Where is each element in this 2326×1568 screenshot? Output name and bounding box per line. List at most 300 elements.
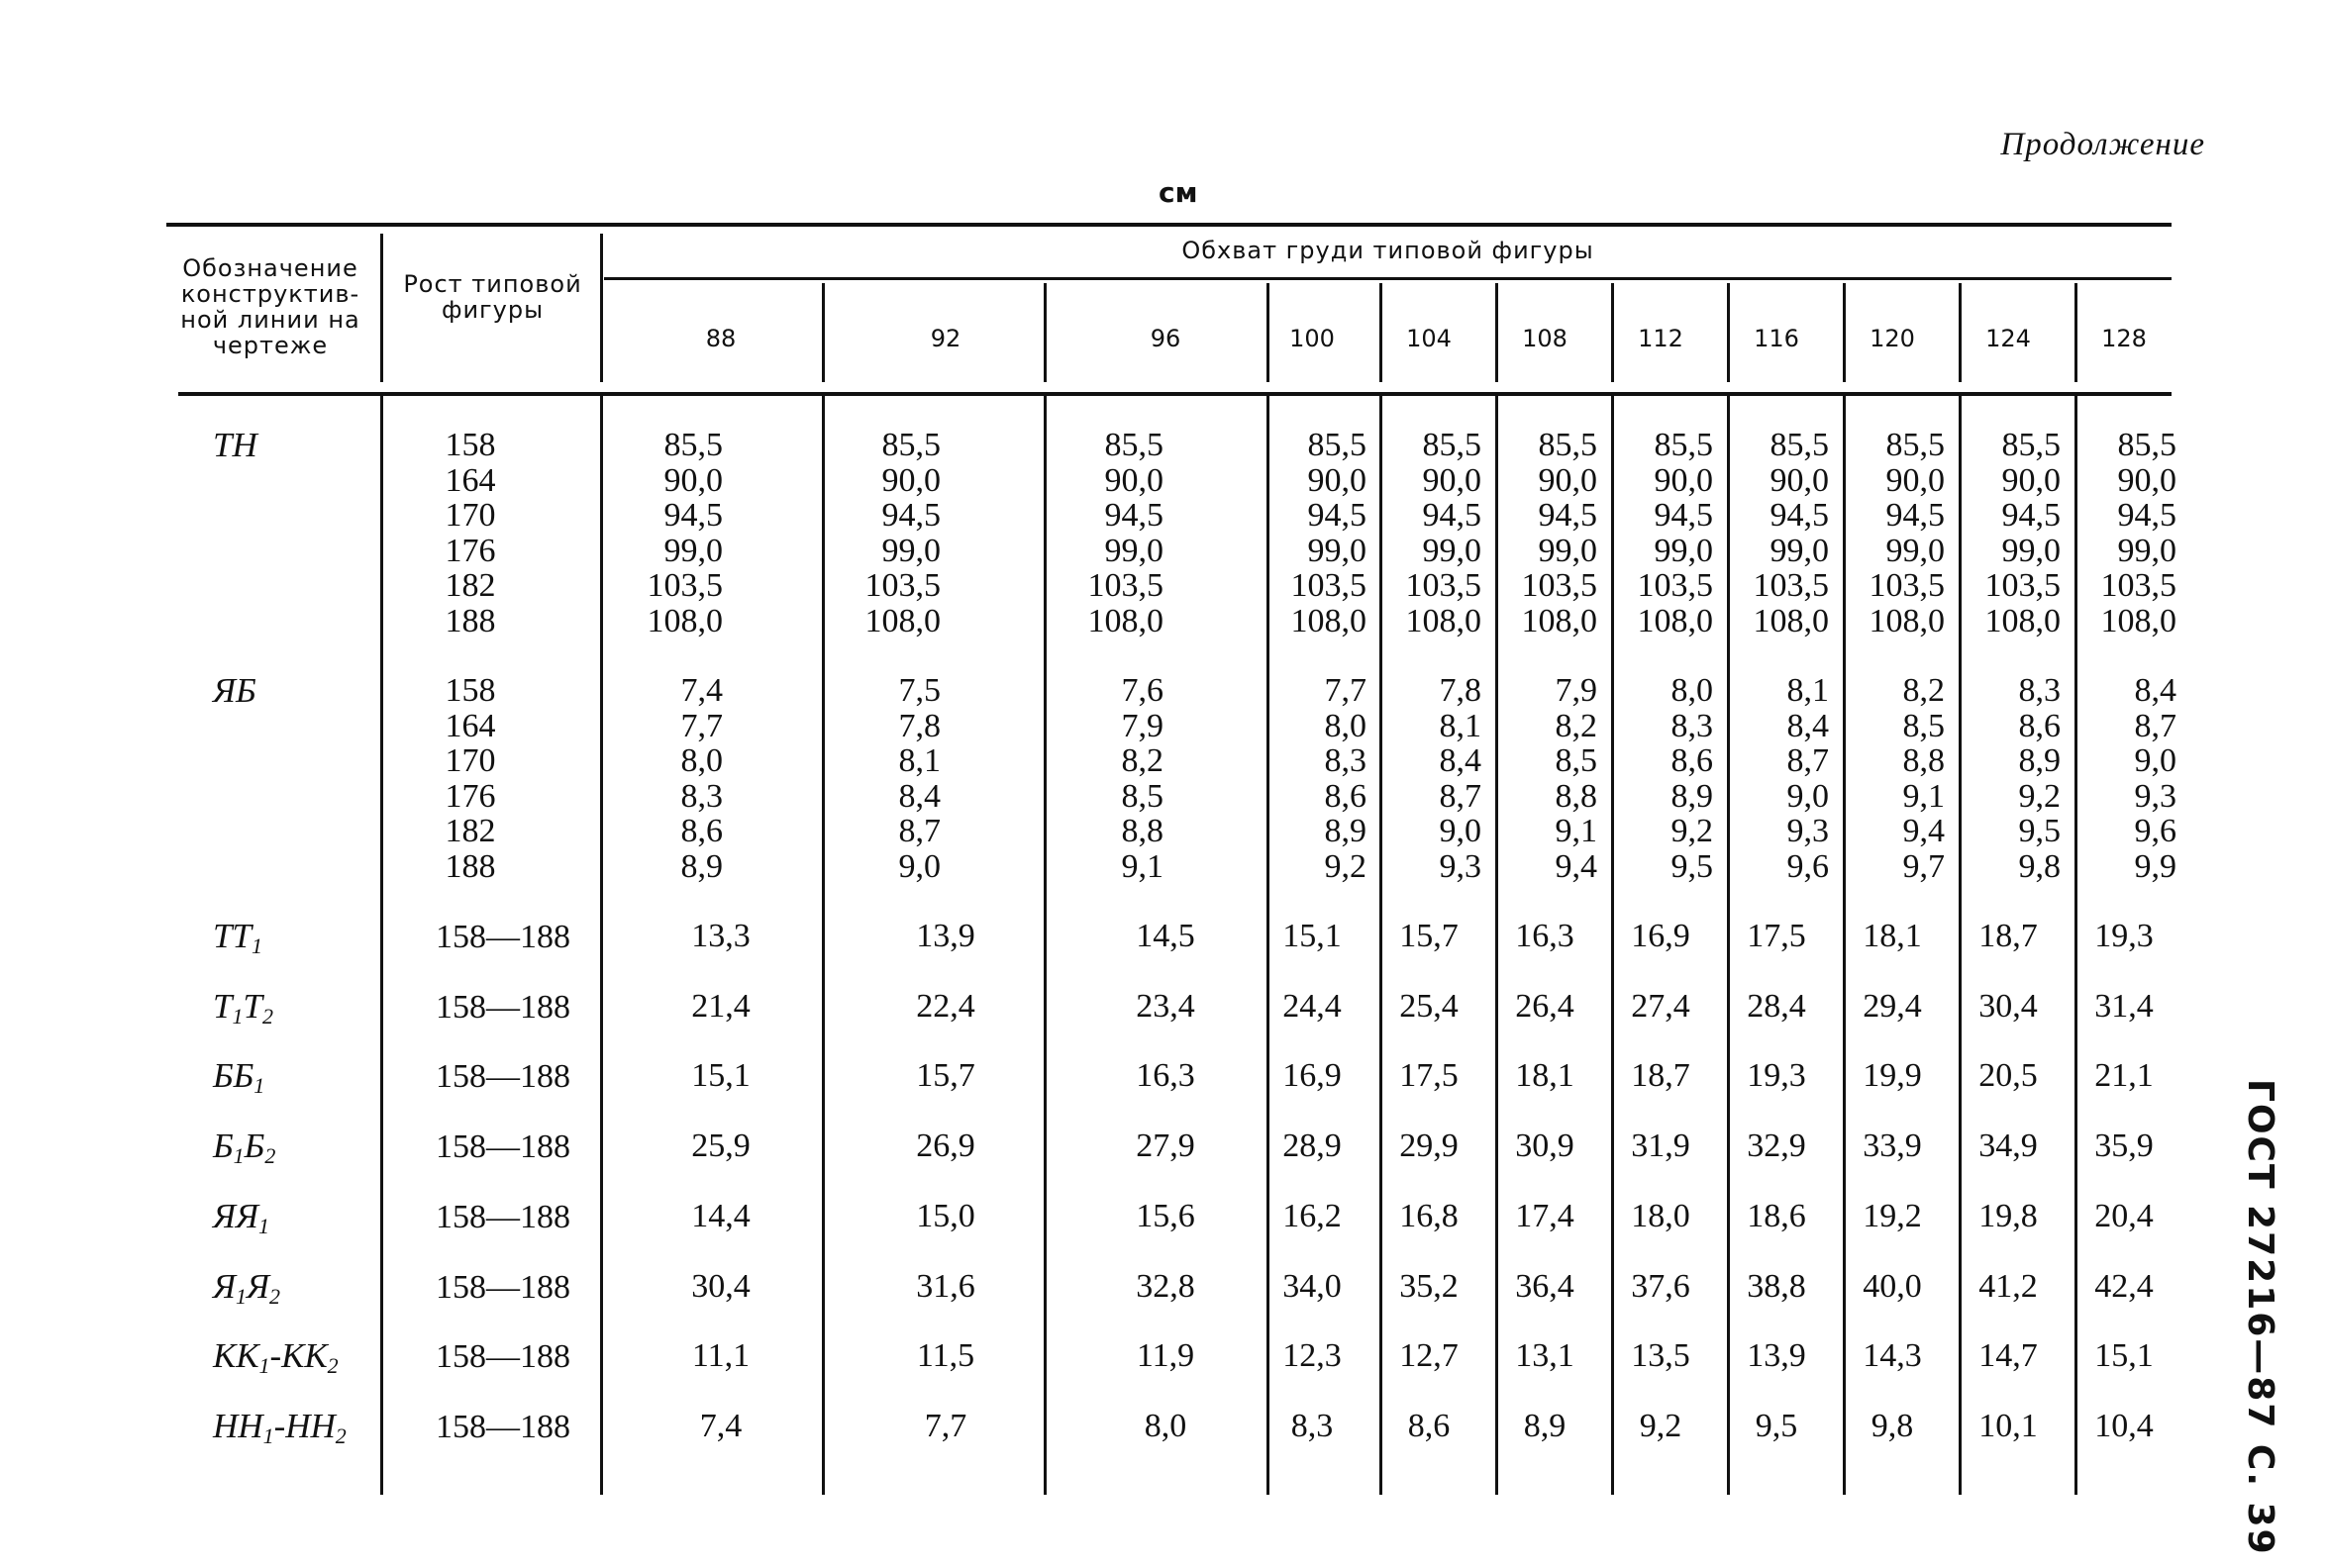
yab-height: 182 — [445, 813, 496, 849]
designation-sub: 1 — [251, 933, 262, 958]
header-bottom-rule — [178, 392, 2172, 396]
row-value: 35,2 — [1399, 1267, 1459, 1305]
row-value: 13,1 — [1515, 1337, 1574, 1375]
row-value: 13,9 — [1747, 1337, 1806, 1375]
row-value: 12,3 — [1282, 1337, 1342, 1375]
row-value: 14,7 — [1978, 1337, 2038, 1375]
height-range: 158—188 — [436, 1198, 570, 1235]
designation-main: КК — [213, 1336, 259, 1376]
yab-value: 9,1 — [1555, 813, 1597, 849]
row-value: 15,7 — [1399, 918, 1459, 954]
row-value: 18,7 — [1631, 1057, 1690, 1095]
th-value: 90,0 — [1307, 461, 1366, 499]
th-value: 85,5 — [1885, 427, 1945, 463]
th-value: 94,5 — [1654, 497, 1713, 534]
chest-value-header: 88 — [705, 325, 737, 352]
yab-value: 9,4 — [1555, 847, 1597, 885]
designation-sub-2: 2 — [327, 1353, 339, 1379]
yab-value: 8,7 — [1786, 742, 1829, 779]
yab-value: 9,3 — [2134, 777, 2176, 815]
row-value: 35,9 — [2094, 1127, 2154, 1165]
table-top-rule — [166, 223, 2172, 227]
row-value: 15,1 — [2094, 1337, 2154, 1375]
th-value: 85,5 — [1422, 427, 1481, 463]
designation-sub-2: 2 — [261, 1003, 273, 1029]
yab-value: 9,0 — [2134, 742, 2176, 779]
chest-value-header: 120 — [1870, 325, 1915, 352]
yab-value: 8,0 — [1324, 707, 1366, 744]
row-value: 27,9 — [1136, 1127, 1195, 1165]
th-value: 85,5 — [2117, 427, 2176, 463]
yab-value: 9,7 — [1902, 847, 1945, 885]
yab-value: 7,9 — [1121, 707, 1163, 744]
yab-value: 8,7 — [2134, 707, 2176, 744]
th-value: 103,5 — [1637, 567, 1713, 604]
yab-height: 176 — [445, 777, 496, 815]
chest-value-header: 112 — [1638, 325, 1683, 352]
yab-value: 9,9 — [2134, 847, 2176, 885]
yab-value: 8,4 — [1439, 742, 1481, 779]
yab-value: 7,4 — [680, 672, 723, 709]
row-value: 34,0 — [1282, 1267, 1342, 1305]
yab-value: 7,8 — [1439, 672, 1481, 709]
th-value: 108,0 — [1521, 602, 1597, 639]
designation-sub: 1 — [262, 1422, 274, 1448]
designation-main: ТТ — [213, 917, 252, 955]
th-value: 85,5 — [1538, 427, 1597, 463]
continuation-label: Продолжение — [2000, 127, 2205, 162]
yab-value: 8,9 — [680, 847, 723, 885]
yab-value: 8,3 — [680, 777, 723, 815]
th-value: 103,5 — [1405, 567, 1481, 604]
th-value: 99,0 — [881, 532, 941, 569]
th-value: 94,5 — [1538, 497, 1597, 534]
row-value: 25,4 — [1399, 987, 1459, 1025]
row-value: 8,6 — [1407, 1407, 1451, 1444]
row-value: 31,6 — [916, 1267, 975, 1305]
row-value: 11,1 — [691, 1337, 751, 1375]
yab-value: 8,0 — [1670, 672, 1713, 709]
row-value: 41,2 — [1978, 1267, 2038, 1305]
yab-label: ЯБ — [213, 671, 256, 710]
row-value: 14,5 — [1136, 918, 1195, 954]
designation-sub: 1 — [232, 1003, 244, 1029]
yab-value: 7,5 — [898, 672, 941, 709]
row-value: 16,2 — [1282, 1197, 1342, 1234]
designation-main: НН — [213, 1406, 263, 1445]
line-designation — [213, 1407, 347, 1449]
unit-label: см — [1159, 176, 1198, 209]
row-value: 18,6 — [1747, 1197, 1806, 1234]
th-value: 108,0 — [1753, 602, 1829, 639]
chest-header: Обхват груди типовой фигуры — [1181, 237, 1594, 264]
th-value: 85,5 — [663, 427, 723, 463]
row-value: 8,9 — [1523, 1407, 1567, 1444]
th-value: 90,0 — [1422, 461, 1481, 499]
yab-value: 9,2 — [1670, 813, 1713, 849]
th-value: 99,0 — [1538, 532, 1597, 569]
height-range: 158—188 — [436, 1128, 570, 1166]
yab-value: 8,1 — [1439, 707, 1481, 744]
th-value: 108,0 — [1087, 602, 1163, 639]
row-value: 11,5 — [916, 1337, 975, 1375]
row-value: 32,9 — [1747, 1127, 1806, 1165]
th-value: 103,5 — [647, 567, 723, 604]
row-value: 9,8 — [1871, 1407, 1914, 1444]
th-value: 94,5 — [663, 497, 723, 534]
yab-value: 9,6 — [1786, 847, 1829, 885]
designation-main: Я — [213, 1266, 237, 1306]
yab-value: 7,6 — [1121, 672, 1163, 709]
yab-value: 7,7 — [1324, 672, 1366, 709]
th-value: 108,0 — [1984, 602, 2061, 639]
row-value: 30,4 — [691, 1267, 751, 1305]
th-value: 103,5 — [1753, 567, 1829, 604]
th-height: 158 — [445, 427, 496, 463]
row-value: 13,9 — [916, 918, 975, 954]
th-value: 108,0 — [647, 602, 723, 639]
row-value: 15,0 — [916, 1197, 975, 1234]
row-value: 15,1 — [691, 1057, 751, 1095]
row-value: 38,8 — [1747, 1267, 1806, 1305]
yab-value: 8,1 — [898, 742, 941, 779]
line-designation — [213, 1336, 339, 1379]
column-rule — [380, 234, 383, 382]
chest-value-header: 96 — [1150, 325, 1181, 352]
th-value: 85,5 — [2001, 427, 2061, 463]
row-value: 40,0 — [1863, 1267, 1922, 1305]
th-height: 176 — [445, 532, 496, 569]
yab-value: 8,7 — [898, 813, 941, 849]
th-value: 103,5 — [1521, 567, 1597, 604]
yab-value: 8,0 — [680, 742, 723, 779]
row-value: 16,3 — [1136, 1057, 1195, 1095]
yab-height: 158 — [445, 672, 496, 709]
row-value: 7,7 — [924, 1407, 967, 1444]
height-range: 158—188 — [436, 1268, 570, 1306]
th-value: 94,5 — [1885, 497, 1945, 534]
row-value: 19,8 — [1978, 1197, 2038, 1234]
row-value: 12,7 — [1399, 1337, 1459, 1375]
designation-sub: 1 — [253, 1073, 265, 1099]
row-value: 31,9 — [1631, 1127, 1690, 1165]
yab-value: 8,6 — [1670, 742, 1713, 779]
column-rule — [600, 396, 603, 1495]
yab-height: 164 — [445, 707, 496, 744]
th-height: 164 — [445, 461, 496, 499]
row-value: 19,3 — [1747, 1057, 1806, 1095]
line-designation — [213, 1267, 280, 1310]
chest-value-header: 104 — [1406, 325, 1452, 352]
designation-main: ЯЯ — [213, 1196, 259, 1235]
chest-header-rule — [604, 277, 2172, 280]
th-value: 90,0 — [1885, 461, 1945, 499]
row-value: 19,9 — [1863, 1057, 1922, 1095]
designation-main-2: Т — [243, 986, 262, 1026]
row-value: 21,4 — [691, 987, 751, 1025]
th-value: 94,5 — [1770, 497, 1829, 534]
row-value: 13,3 — [691, 918, 751, 954]
designation-sub-2: 2 — [264, 1143, 276, 1169]
th-value: 99,0 — [1422, 532, 1481, 569]
designation-sub-2: 2 — [269, 1283, 281, 1309]
row-value: 14,4 — [691, 1197, 751, 1234]
row-value: 19,2 — [1863, 1197, 1922, 1234]
th-value: 99,0 — [663, 532, 723, 569]
yab-value: 9,2 — [2018, 777, 2061, 815]
chest-value-header: 124 — [1985, 325, 2031, 352]
column-rule — [822, 396, 825, 1495]
th-value: 90,0 — [663, 461, 723, 499]
row-value: 9,2 — [1639, 1407, 1682, 1444]
yab-value: 8,2 — [1555, 707, 1597, 744]
row-value: 23,4 — [1136, 987, 1195, 1025]
yab-value: 8,3 — [1670, 707, 1713, 744]
row-value: 15,7 — [916, 1057, 975, 1095]
th-value: 99,0 — [2117, 532, 2176, 569]
row-value: 26,9 — [916, 1127, 975, 1165]
th-value: 90,0 — [1538, 461, 1597, 499]
th-height: 182 — [445, 567, 496, 604]
row-value: 17,5 — [1399, 1057, 1459, 1095]
row-value: 15,6 — [1136, 1197, 1195, 1234]
row-value: 33,9 — [1863, 1127, 1922, 1165]
th-value: 99,0 — [1885, 532, 1945, 569]
th-value: 99,0 — [1307, 532, 1366, 569]
yab-value: 7,8 — [898, 707, 941, 744]
yab-value: 8,3 — [1324, 742, 1366, 779]
row-value: 8,3 — [1290, 1407, 1334, 1444]
yab-value: 8,9 — [1670, 777, 1713, 815]
row-value: 27,4 — [1631, 987, 1690, 1025]
height-range: 158—188 — [436, 988, 570, 1026]
th-value: 99,0 — [1104, 532, 1163, 569]
th-value: 103,5 — [1290, 567, 1366, 604]
designation-sub: 1 — [258, 1353, 270, 1379]
designation-sub: 1 — [236, 1283, 248, 1309]
yab-value: 8,4 — [2134, 672, 2176, 709]
yab-value: 9,1 — [1121, 847, 1163, 885]
column-rule — [600, 234, 603, 382]
th-value: 94,5 — [2117, 497, 2176, 534]
designation-main: Т — [213, 986, 233, 1026]
row-value: 24,4 — [1282, 987, 1342, 1025]
th-value: 90,0 — [1770, 461, 1829, 499]
row-value: 29,4 — [1863, 987, 1922, 1025]
th-value: 90,0 — [1654, 461, 1713, 499]
th-value: 94,5 — [1104, 497, 1163, 534]
row-value: 18,1 — [1515, 1057, 1574, 1095]
row-value: 22,4 — [916, 987, 975, 1025]
chest-value-header: 116 — [1754, 325, 1799, 352]
th-value: 108,0 — [1637, 602, 1713, 639]
th-value: 99,0 — [1770, 532, 1829, 569]
yab-value: 8,1 — [1786, 672, 1829, 709]
yab-value: 8,7 — [1439, 777, 1481, 815]
height-range: 158—188 — [436, 1408, 570, 1445]
th-value: 103,5 — [1984, 567, 2061, 604]
yab-value: 7,9 — [1555, 672, 1597, 709]
row-value: 26,4 — [1515, 987, 1574, 1025]
row-value: 18,1 — [1863, 918, 1922, 954]
height-range: 158—188 — [436, 919, 570, 955]
th-value: 85,5 — [1654, 427, 1713, 463]
yab-height: 188 — [445, 847, 496, 885]
column-rule — [822, 283, 825, 382]
designation-header: Обозначение конструктив-ной линии на чертеже — [180, 254, 360, 359]
row-value: 15,1 — [1282, 918, 1342, 954]
th-value: 90,0 — [2117, 461, 2176, 499]
row-value: 31,4 — [2094, 987, 2154, 1025]
document-side-reference: ГОСТ 27216—87 С. 39 — [2240, 1079, 2280, 1556]
yab-value: 9,6 — [2134, 813, 2176, 849]
row-value: 42,4 — [2094, 1267, 2154, 1305]
yab-value: 9,3 — [1786, 813, 1829, 849]
row-value: 16,9 — [1631, 918, 1690, 954]
th-height: 188 — [445, 602, 496, 639]
designation-main: ББ — [213, 1056, 254, 1096]
th-value: 103,5 — [1869, 567, 1945, 604]
yab-value: 8,9 — [1324, 813, 1366, 849]
yab-value: 9,0 — [1786, 777, 1829, 815]
th-value: 103,5 — [2100, 567, 2176, 604]
row-value: 21,1 — [2094, 1057, 2154, 1095]
yab-height: 170 — [445, 742, 496, 779]
row-value: 28,4 — [1747, 987, 1806, 1025]
line-designation — [213, 917, 262, 959]
yab-value: 8,5 — [1121, 777, 1163, 815]
designation-sub-2: 2 — [335, 1422, 347, 1448]
row-value: 16,3 — [1515, 918, 1574, 954]
designation-main: Б — [213, 1127, 234, 1166]
th-value: 94,5 — [1307, 497, 1366, 534]
yab-value: 8,8 — [1902, 742, 1945, 779]
yab-value: 8,5 — [1902, 707, 1945, 744]
th-value: 103,5 — [864, 567, 941, 604]
chest-value-header: 100 — [1289, 325, 1335, 352]
th-value: 94,5 — [2001, 497, 2061, 534]
line-designation — [213, 1056, 264, 1099]
yab-value: 8,6 — [1324, 777, 1366, 815]
yab-value: 9,4 — [1902, 813, 1945, 849]
th-value: 108,0 — [2100, 602, 2176, 639]
chest-value-header: 128 — [2101, 325, 2147, 352]
yab-value: 9,0 — [1439, 813, 1481, 849]
row-value: 18,7 — [1978, 918, 2038, 954]
line-designation — [213, 1127, 275, 1169]
row-value: 20,4 — [2094, 1197, 2154, 1234]
designation-main-2: Б — [244, 1127, 265, 1166]
th-value: 103,5 — [1087, 567, 1163, 604]
th-value: 90,0 — [1104, 461, 1163, 499]
row-value: 8,0 — [1144, 1407, 1187, 1444]
row-value: 7,4 — [699, 1407, 743, 1444]
yab-value: 8,2 — [1902, 672, 1945, 709]
row-value: 32,8 — [1136, 1267, 1195, 1305]
row-value: 14,3 — [1863, 1337, 1922, 1375]
th-value: 85,5 — [1104, 427, 1163, 463]
row-value: 17,4 — [1515, 1197, 1574, 1234]
row-value: 20,5 — [1978, 1057, 2038, 1095]
th-value: 108,0 — [1290, 602, 1366, 639]
yab-value: 8,6 — [680, 813, 723, 849]
th-value: 85,5 — [1770, 427, 1829, 463]
row-value: 34,9 — [1978, 1127, 2038, 1165]
yab-value: 9,5 — [2018, 813, 2061, 849]
th-label: ТН — [213, 426, 257, 464]
th-value: 90,0 — [881, 461, 941, 499]
height-header: Рост типовой фигуры — [403, 270, 582, 324]
yab-value: 9,2 — [1324, 847, 1366, 885]
row-value: 29,9 — [1399, 1127, 1459, 1165]
th-value: 85,5 — [881, 427, 941, 463]
row-value: 13,5 — [1631, 1337, 1690, 1375]
column-rule — [380, 396, 383, 1495]
yab-value: 9,0 — [898, 847, 941, 885]
yab-value: 9,5 — [1670, 847, 1713, 885]
th-value: 99,0 — [1654, 532, 1713, 569]
th-value: 94,5 — [1422, 497, 1481, 534]
yab-value: 8,5 — [1555, 742, 1597, 779]
yab-value: 8,4 — [898, 777, 941, 815]
yab-value: 7,7 — [680, 707, 723, 744]
yab-value: 9,8 — [2018, 847, 2061, 885]
row-value: 16,8 — [1399, 1197, 1459, 1234]
designation-main-2: -НН — [273, 1406, 336, 1445]
line-designation — [213, 1197, 269, 1239]
yab-value: 8,8 — [1555, 777, 1597, 815]
line-designation — [213, 987, 273, 1029]
designation-sub: 1 — [258, 1213, 270, 1238]
th-value: 108,0 — [1869, 602, 1945, 639]
yab-value: 8,9 — [2018, 742, 2061, 779]
designation-main-2: -КК — [269, 1336, 328, 1376]
designation-sub: 1 — [233, 1143, 245, 1169]
designation-main-2: Я — [247, 1266, 270, 1306]
row-value: 10,1 — [1978, 1407, 2038, 1444]
row-value: 36,4 — [1515, 1267, 1574, 1305]
row-value: 30,4 — [1978, 987, 2038, 1025]
row-value: 19,3 — [2094, 918, 2154, 954]
height-range: 158—188 — [436, 1058, 570, 1096]
row-value: 28,9 — [1282, 1127, 1342, 1165]
row-value: 25,9 — [691, 1127, 751, 1165]
row-value: 10,4 — [2094, 1407, 2154, 1444]
th-value: 94,5 — [881, 497, 941, 534]
column-rule — [1044, 283, 1047, 382]
column-rule — [1044, 396, 1047, 1495]
yab-value: 8,3 — [2018, 672, 2061, 709]
chest-value-header: 92 — [930, 325, 961, 352]
th-value: 90,0 — [2001, 461, 2061, 499]
height-range: 158—188 — [436, 1338, 570, 1376]
row-value: 16,9 — [1282, 1057, 1342, 1095]
yab-value: 8,6 — [2018, 707, 2061, 744]
th-value: 108,0 — [864, 602, 941, 639]
th-height: 170 — [445, 497, 496, 534]
row-value: 9,5 — [1755, 1407, 1798, 1444]
th-value: 108,0 — [1405, 602, 1481, 639]
yab-value: 8,2 — [1121, 742, 1163, 779]
yab-value: 9,1 — [1902, 777, 1945, 815]
th-value: 85,5 — [1307, 427, 1366, 463]
row-value: 11,9 — [1136, 1337, 1195, 1375]
row-value: 37,6 — [1631, 1267, 1690, 1305]
yab-value: 9,3 — [1439, 847, 1481, 885]
row-value: 17,5 — [1747, 918, 1806, 954]
row-value: 18,0 — [1631, 1197, 1690, 1234]
chest-value-header: 108 — [1522, 325, 1568, 352]
